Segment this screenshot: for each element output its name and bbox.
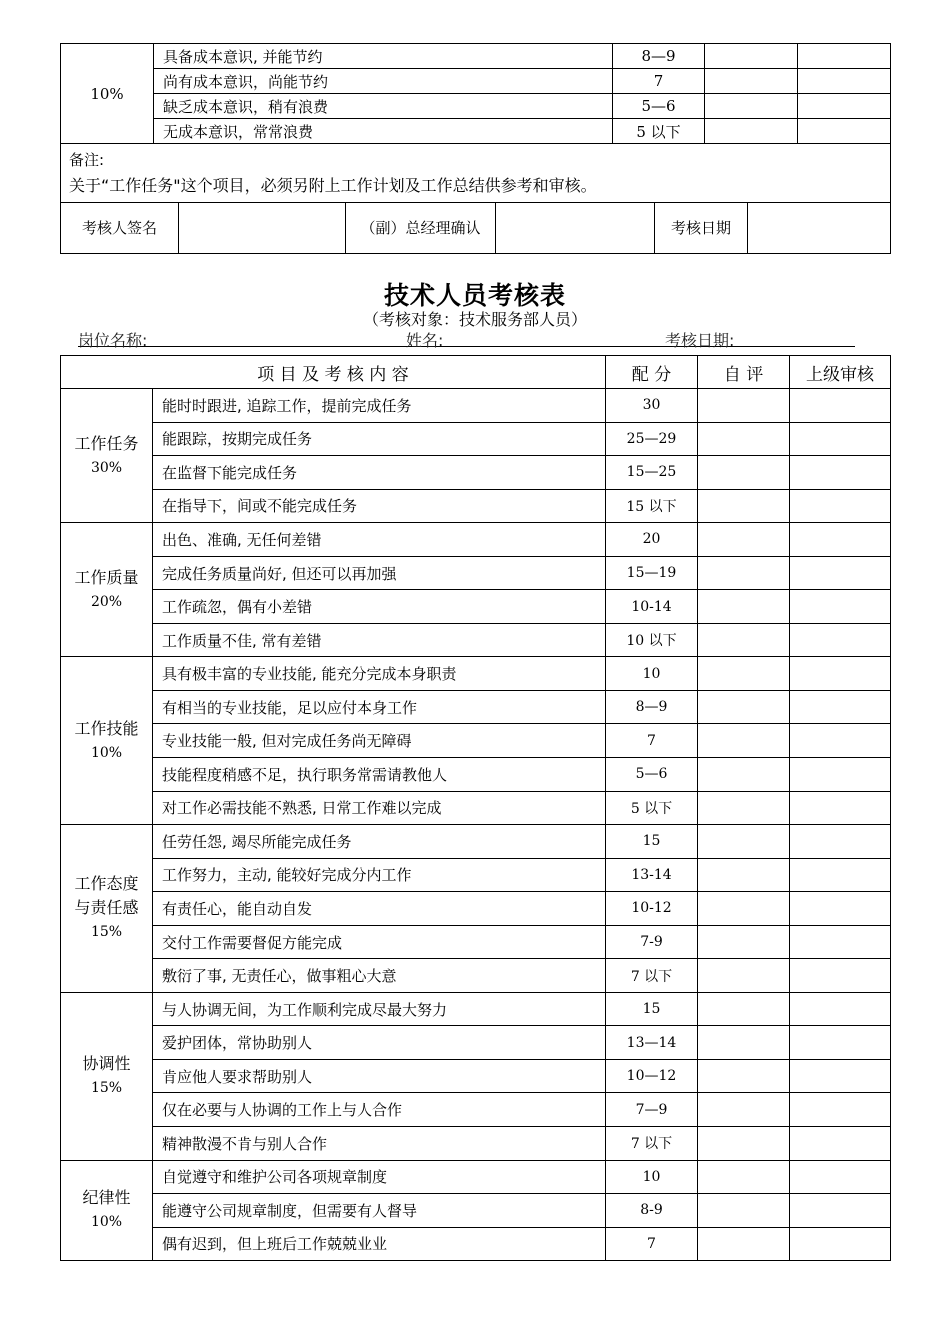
table-row <box>61 724 891 758</box>
superior-review-cell[interactable] <box>790 959 891 993</box>
item-description: 仅在必要与人协调的工作上与人合作 <box>153 1093 606 1127</box>
item-description: 对工作必需技能不熟悉, 日常工作难以完成 <box>153 791 606 825</box>
top-self-3[interactable] <box>705 119 798 144</box>
table-row <box>61 556 891 590</box>
item-description: 肯应他人要求帮助别人 <box>153 1059 606 1093</box>
table-row <box>61 590 891 624</box>
item-description: 爱护团体，常协助别人 <box>153 1026 606 1060</box>
superior-review-cell[interactable] <box>790 623 891 657</box>
superior-review-cell[interactable] <box>790 925 891 959</box>
top-superior-1[interactable] <box>798 69 891 94</box>
table-row <box>61 925 891 959</box>
table-row <box>61 1093 891 1127</box>
item-description: 与人协调无间，为工作顺利完成尽最大努力 <box>153 992 606 1026</box>
self-assessment-cell[interactable] <box>698 992 790 1026</box>
self-assessment-cell[interactable] <box>698 758 790 792</box>
table-row <box>61 657 891 691</box>
item-score: 10—12 <box>606 1059 698 1093</box>
table-row <box>61 1227 891 1261</box>
item-description: 有责任心，能自动自发 <box>153 892 606 926</box>
item-score: 13-14 <box>606 858 698 892</box>
superior-review-cell[interactable] <box>790 523 891 557</box>
item-score: 10 以下 <box>606 623 698 657</box>
item-score: 10-12 <box>606 892 698 926</box>
item-description: 在监督下能完成任务 <box>153 456 606 490</box>
top-superior-2[interactable] <box>798 94 891 119</box>
top-continued-table <box>60 43 891 203</box>
header-items: 项 目 及 考 核 内 容 <box>61 356 606 389</box>
item-score: 7-9 <box>606 925 698 959</box>
note-label: 备注: <box>69 151 105 169</box>
category-weight: 15% <box>90 924 123 941</box>
header-score: 配 分 <box>606 356 698 389</box>
category-name: 纪律性 <box>82 1188 131 1208</box>
superior-review-cell[interactable] <box>790 422 891 456</box>
self-assessment-cell[interactable] <box>698 959 790 993</box>
top-score-2: 5—6 <box>613 94 705 119</box>
reviewer-sign-label: 考核人签名 <box>61 203 179 253</box>
top-score-0: 8—9 <box>613 44 705 69</box>
item-score: 25—29 <box>606 422 698 456</box>
category-weight: 10% <box>90 1214 123 1231</box>
superior-review-cell[interactable] <box>790 590 891 624</box>
item-score: 30 <box>606 389 698 423</box>
table-header-row <box>61 356 891 389</box>
self-assessment-cell[interactable] <box>698 422 790 456</box>
self-assessment-cell[interactable] <box>698 724 790 758</box>
position-name-label: 岗位名称: <box>78 331 148 350</box>
item-description: 偶有迟到，但上班后工作兢兢业业 <box>153 1227 606 1261</box>
self-assessment-cell[interactable] <box>698 1127 790 1161</box>
table-row <box>61 389 891 423</box>
item-description: 能时时跟进, 追踪工作，提前完成任务 <box>153 389 606 423</box>
table-row <box>61 1160 891 1194</box>
assessment-table <box>60 355 891 1261</box>
item-score: 15 以下 <box>606 489 698 523</box>
table-row <box>61 959 891 993</box>
self-assessment-cell[interactable] <box>698 590 790 624</box>
item-description: 交付工作需要督促方能完成 <box>153 925 606 959</box>
category-weight: 15% <box>90 1080 123 1097</box>
info-line <box>78 328 855 350</box>
category-cell <box>61 992 153 1160</box>
item-score: 15—25 <box>606 456 698 490</box>
superior-review-cell[interactable] <box>790 825 891 859</box>
self-assessment-cell[interactable] <box>698 1160 790 1194</box>
item-score: 7 <box>606 724 698 758</box>
item-score: 15—19 <box>606 556 698 590</box>
item-score: 15 <box>606 825 698 859</box>
item-score: 8-9 <box>606 1194 698 1228</box>
self-assessment-cell[interactable] <box>698 925 790 959</box>
self-assessment-cell[interactable] <box>698 456 790 490</box>
self-assessment-cell[interactable] <box>698 1059 790 1093</box>
manager-confirm-label: （副）总经理确认 <box>346 203 496 253</box>
superior-review-cell[interactable] <box>790 1093 891 1127</box>
item-description: 工作疏忽，偶有小差错 <box>153 590 606 624</box>
self-assessment-cell[interactable] <box>698 556 790 590</box>
item-score: 7 以下 <box>606 959 698 993</box>
review-date-info-label: 考核日期: <box>665 331 735 350</box>
self-assessment-cell[interactable] <box>698 1227 790 1261</box>
table-row <box>61 892 891 926</box>
top-superior-3[interactable] <box>798 119 891 144</box>
category-cell <box>61 825 153 993</box>
superior-review-cell[interactable] <box>790 1127 891 1161</box>
document-title: 技术人员考核表 <box>383 281 566 310</box>
superior-review-cell[interactable] <box>790 1227 891 1261</box>
note-text: 关于“工作任务"这个项目，必须另附上工作计划及工作总结供参考和审核。 <box>69 176 597 195</box>
superior-review-cell[interactable] <box>790 892 891 926</box>
superior-review-cell[interactable] <box>790 1059 891 1093</box>
superior-review-cell[interactable] <box>790 791 891 825</box>
top-self-2[interactable] <box>705 94 798 119</box>
superior-review-cell[interactable] <box>790 992 891 1026</box>
superior-review-cell[interactable] <box>790 489 891 523</box>
category-weight: 20% <box>90 593 123 610</box>
superior-review-cell[interactable] <box>790 389 891 423</box>
superior-review-cell[interactable] <box>790 556 891 590</box>
top-desc-3: 无成本意识，常常浪费 <box>154 119 613 144</box>
item-score: 8—9 <box>606 690 698 724</box>
document-subtitle: （考核对象：技术服务部人员） <box>362 310 587 329</box>
table-row <box>61 758 891 792</box>
employee-name-label: 姓名: <box>406 331 444 350</box>
table-row <box>61 1026 891 1060</box>
table-row <box>61 523 891 557</box>
item-description: 精神散漫不肯与别人合作 <box>153 1127 606 1161</box>
top-self-1[interactable] <box>705 69 798 94</box>
self-assessment-cell[interactable] <box>698 1026 790 1060</box>
item-description: 任劳任怨, 竭尽所能完成任务 <box>153 825 606 859</box>
item-description: 技能程度稍感不足，执行职务常需请教他人 <box>153 758 606 792</box>
self-assessment-cell[interactable] <box>698 791 790 825</box>
superior-review-cell[interactable] <box>790 657 891 691</box>
table-row <box>61 825 891 859</box>
category-cell <box>61 389 153 523</box>
item-score: 13—14 <box>606 1026 698 1060</box>
table-row <box>61 489 891 523</box>
self-assessment-cell[interactable] <box>698 892 790 926</box>
header-superior: 上级审核 <box>790 356 891 389</box>
top-desc-0: 具备成本意识, 并能节约 <box>154 44 613 69</box>
item-description: 工作质量不佳, 常有差错 <box>153 623 606 657</box>
item-description: 有相当的专业技能，足以应付本身工作 <box>153 690 606 724</box>
self-assessment-cell[interactable] <box>698 690 790 724</box>
item-description: 专业技能一般, 但对完成任务尚无障碍 <box>153 724 606 758</box>
item-description: 具有极丰富的专业技能, 能充分完成本身职责 <box>153 657 606 691</box>
superior-review-cell[interactable] <box>790 456 891 490</box>
item-description: 在指导下，间或不能完成任务 <box>153 489 606 523</box>
top-desc-1: 尚有成本意识，尚能节约 <box>154 69 613 94</box>
item-score: 20 <box>606 523 698 557</box>
table-row <box>61 456 891 490</box>
item-score: 15 <box>606 992 698 1026</box>
table-row <box>61 858 891 892</box>
item-score: 7 <box>606 1227 698 1261</box>
manager-confirm-field[interactable] <box>496 203 655 253</box>
item-description: 工作努力，主动, 能较好完成分内工作 <box>153 858 606 892</box>
table-row <box>61 690 891 724</box>
top-score-1: 7 <box>613 69 705 94</box>
self-assessment-cell[interactable] <box>698 858 790 892</box>
item-description: 能遵守公司规章制度，但需要有人督导 <box>153 1194 606 1228</box>
category-weight: 10% <box>90 744 123 761</box>
self-assessment-cell[interactable] <box>698 657 790 691</box>
top-self-0[interactable] <box>705 44 798 69</box>
category-name: 工作质量 <box>74 567 139 587</box>
superior-review-cell[interactable] <box>790 1160 891 1194</box>
table-row <box>61 791 891 825</box>
item-score: 7—9 <box>606 1093 698 1127</box>
table-row <box>61 992 891 1026</box>
table-row <box>61 623 891 657</box>
self-assessment-cell[interactable] <box>698 825 790 859</box>
superior-review-cell[interactable] <box>790 690 891 724</box>
item-description: 能跟踪，按期完成任务 <box>153 422 606 456</box>
self-assessment-cell[interactable] <box>698 523 790 557</box>
table-row <box>61 1194 891 1228</box>
signature-table <box>60 203 891 254</box>
table-row <box>61 1127 891 1161</box>
top-superior-0[interactable] <box>798 44 891 69</box>
review-date-label: 考核日期 <box>655 203 748 253</box>
table-row <box>61 1059 891 1093</box>
category-cell <box>61 523 153 657</box>
category-cell <box>61 657 153 825</box>
item-score: 10-14 <box>606 590 698 624</box>
superior-review-cell[interactable] <box>790 858 891 892</box>
self-assessment-cell[interactable] <box>698 623 790 657</box>
top-desc-2: 缺乏成本意识，稍有浪费 <box>154 94 613 119</box>
category-name: 协调性 <box>82 1054 131 1074</box>
item-score: 10 <box>606 657 698 691</box>
category-weight: 30% <box>90 459 123 476</box>
category-cell <box>61 1160 153 1261</box>
self-assessment-cell[interactable] <box>698 489 790 523</box>
superior-review-cell[interactable] <box>790 758 891 792</box>
header-self: 自 评 <box>698 356 790 389</box>
item-description: 完成任务质量尚好, 但还可以再加强 <box>153 556 606 590</box>
item-description: 自觉遵守和维护公司各项规章制度 <box>153 1160 606 1194</box>
item-score: 7 以下 <box>606 1127 698 1161</box>
reviewer-sign-field[interactable] <box>179 203 346 253</box>
category-name: 工作态度 与责任感 <box>74 874 139 918</box>
review-date-field[interactable] <box>748 203 891 253</box>
self-assessment-cell[interactable] <box>698 1194 790 1228</box>
self-assessment-cell[interactable] <box>698 389 790 423</box>
category-name: 工作任务 <box>74 433 139 453</box>
note-cell <box>61 144 891 203</box>
category-name: 工作技能 <box>74 718 139 738</box>
item-score: 5 以下 <box>606 791 698 825</box>
superior-review-cell[interactable] <box>790 724 891 758</box>
top-weight-cell: 10% <box>61 44 154 144</box>
item-description: 出色、准确, 无任何差错 <box>153 523 606 557</box>
superior-review-cell[interactable] <box>790 1194 891 1228</box>
superior-review-cell[interactable] <box>790 1026 891 1060</box>
top-score-3: 5 以下 <box>613 119 705 144</box>
item-score: 10 <box>606 1160 698 1194</box>
item-description: 敷衍了事, 无责任心，做事粗心大意 <box>153 959 606 993</box>
item-score: 5—6 <box>606 758 698 792</box>
table-row <box>61 422 891 456</box>
self-assessment-cell[interactable] <box>698 1093 790 1127</box>
